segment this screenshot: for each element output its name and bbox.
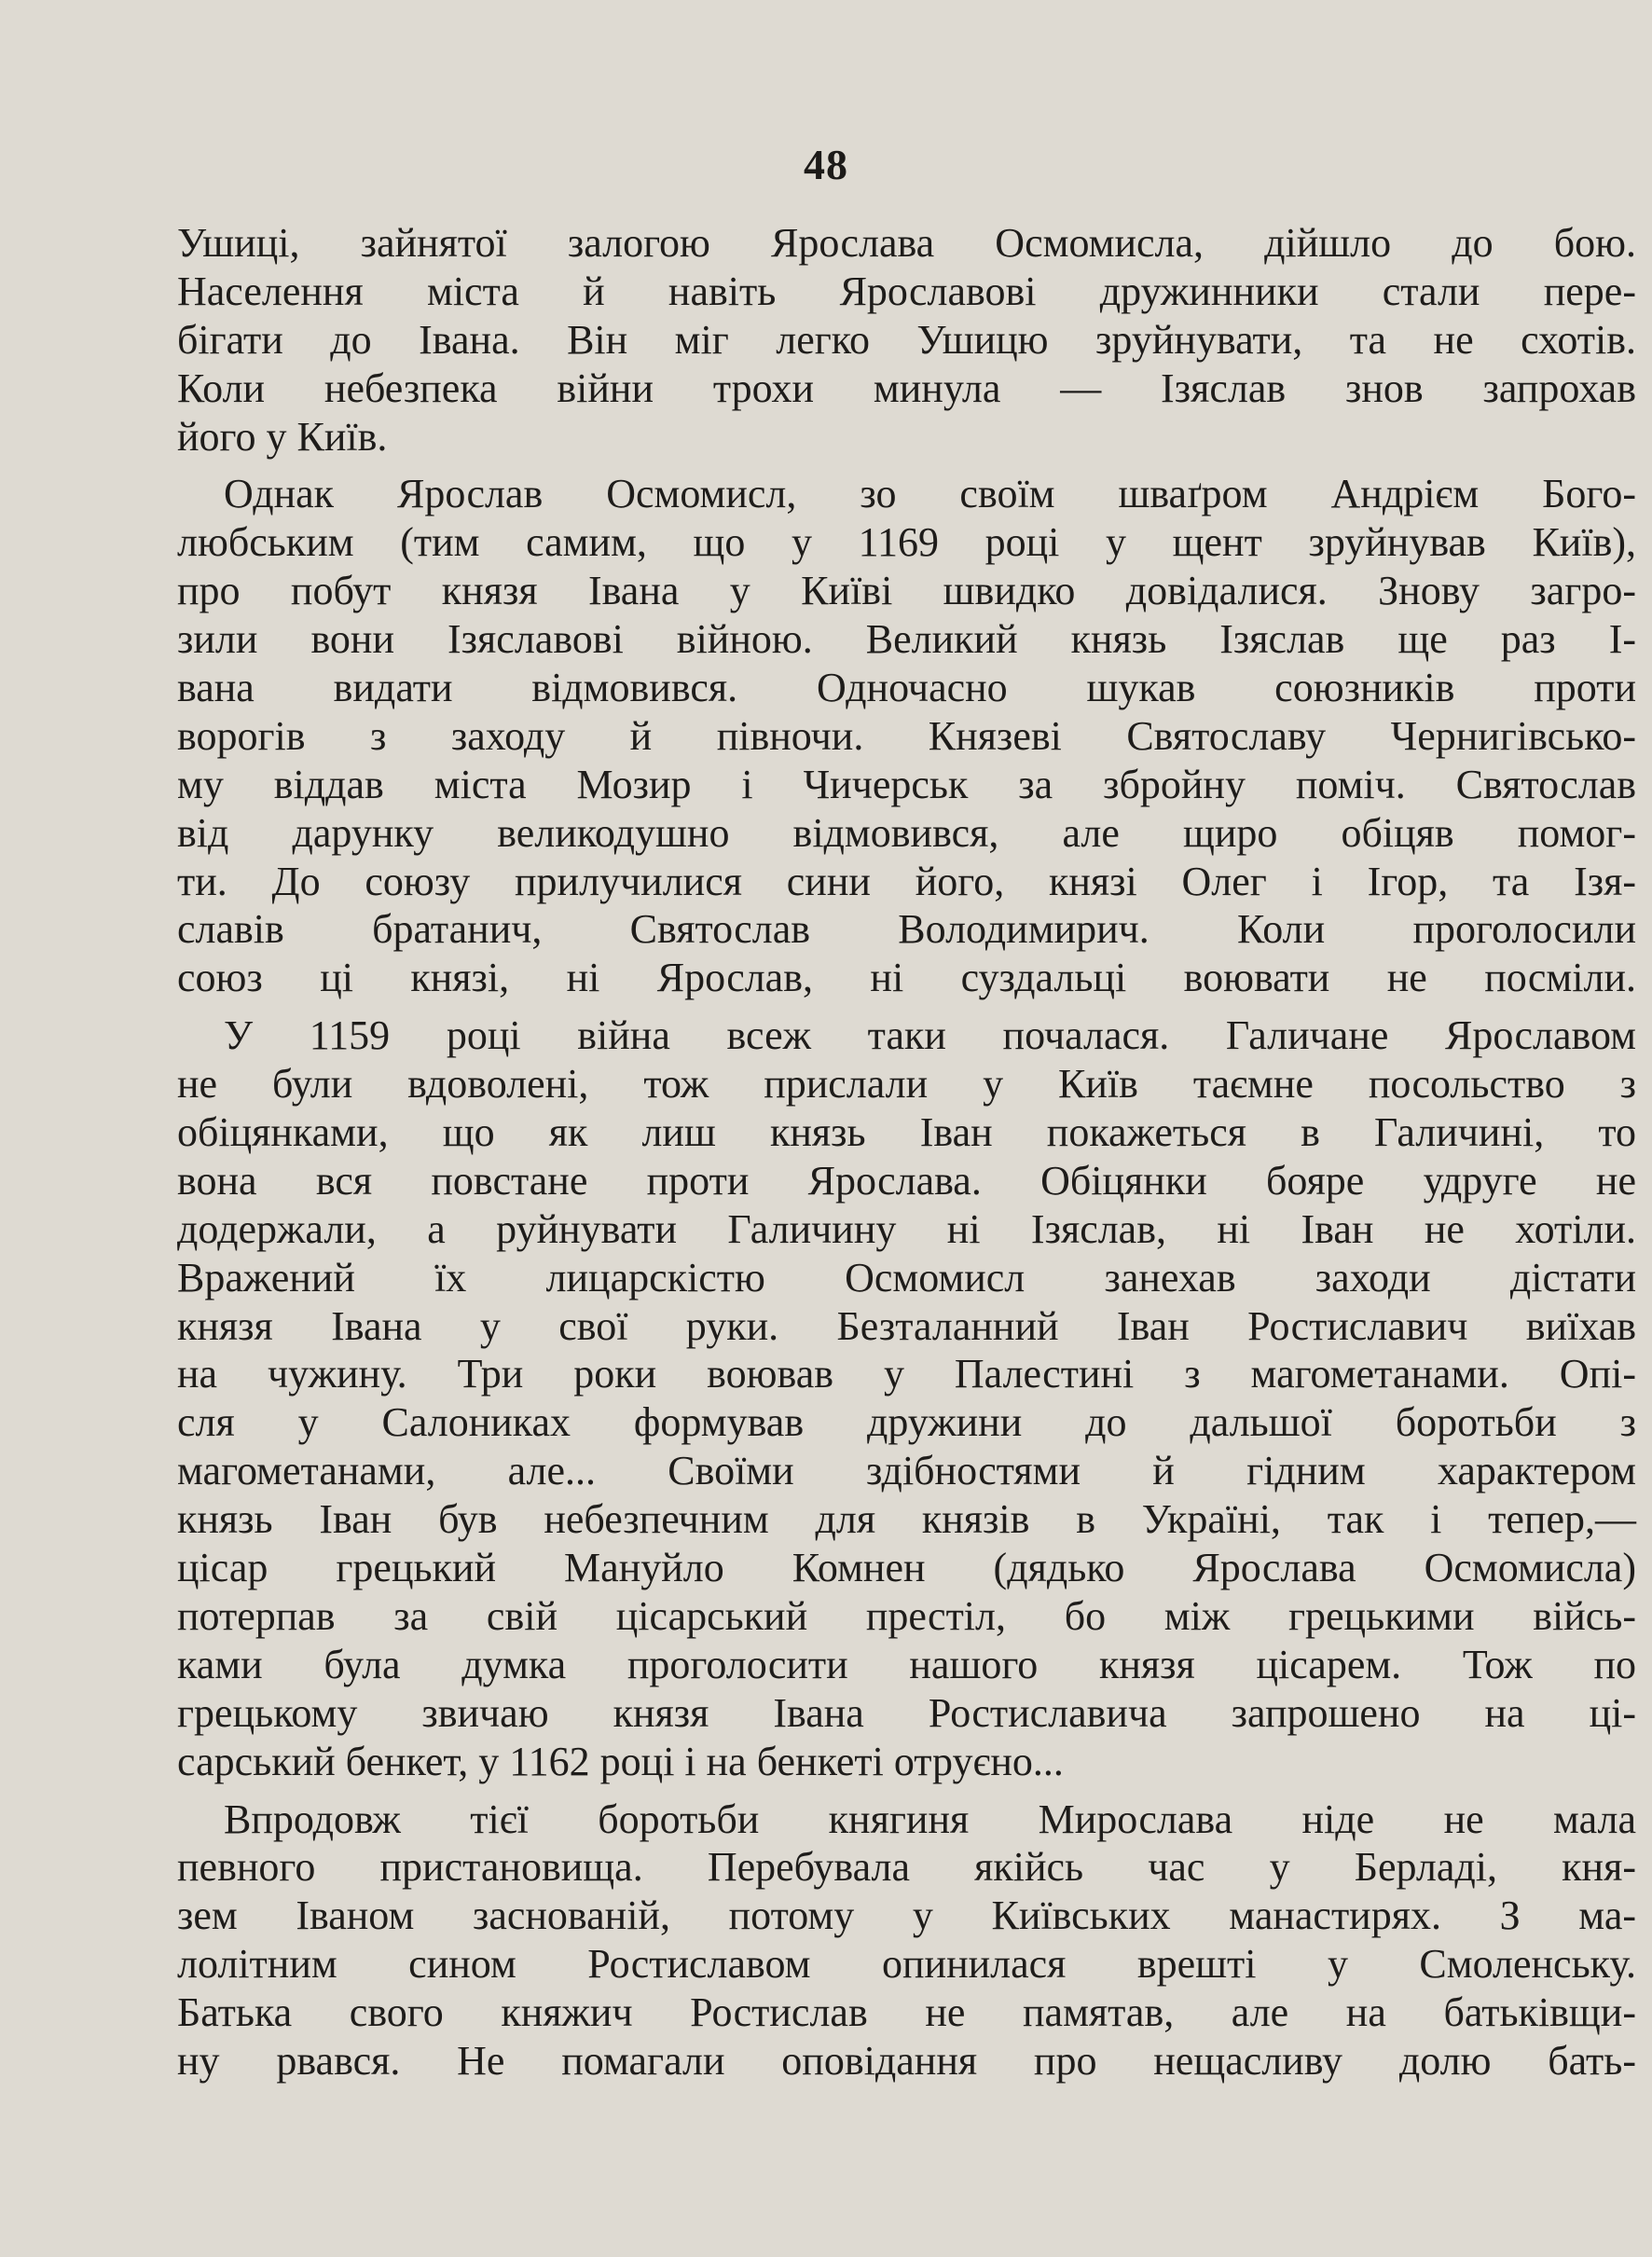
text-line: сарський бенкет, у 1162 році і на бенкеті отруєно...: [177, 1738, 1064, 1784]
text-line: ворогів з заходу й півночи. Князеві Святославу Чернигівсько-: [177, 712, 1636, 759]
text-line: союз ці князі, ні Ярослав, ні суздальці воювати не посміли.: [177, 955, 1636, 1001]
text-line: любським (тим самим, що у 1169 році у щент зруйнував Київ),: [177, 519, 1636, 566]
paragraph: [177, 1796, 1636, 2085]
body-text: [177, 219, 1636, 2095]
text-line: Батька свого княжич Ростислав не памятав, але на батьківщи-: [177, 1989, 1636, 2036]
text-line: не були вдоволені, тож прислали у Київ таємне посольство з: [177, 1061, 1636, 1108]
text-line: зили вони Ізяславові війною. Великий князь Ізяслав ще раз І-: [177, 616, 1636, 663]
page-number: 48: [804, 141, 848, 188]
text-line: Населення міста й навіть Ярославові дружинники стали пере-: [177, 268, 1636, 314]
text-line: його у Київ.: [177, 413, 388, 460]
text-line: цісар грецький Мануйло Комнен (дядько Ярослава Осмомисла): [177, 1545, 1636, 1591]
text-line: Однак Ярослав Осмомисл, зо своїм шваґром Андрієм Бого-: [224, 471, 1636, 517]
text-line: від дарунку великодушно відмовився, але щиро обіцяв помог-: [177, 809, 1636, 856]
text-line: додержали, а руйнувати Галичину ні Ізяслав, ні Іван не хотіли.: [177, 1205, 1636, 1252]
text-line: князя Івана у свої руки. Безталанний Іван Ростиславич виїхав: [177, 1302, 1636, 1349]
text-line: вана видати відмовився. Одночасно шукав союзників проти: [177, 665, 1636, 711]
text-line: сля у Салониках формував дружини до дальшої боротьби з: [177, 1399, 1636, 1446]
paragraph: [177, 219, 1636, 461]
text-line: про побут князя Івана у Київі швидко довідалися. Знову загро-: [177, 568, 1636, 614]
text-line: ну рвався. Не помагали оповідання про нещасливу долю бать-: [177, 2037, 1636, 2084]
text-line: Коли небезпека війни трохи минула — Ізяслав знов запрохав: [177, 365, 1636, 411]
text-line: бігати до Івана. Він міг легко Ушицю зруйнувати, та не схотів.: [177, 316, 1636, 363]
text-line: магометанами, але... Своїми здібностями й гідним характером: [177, 1448, 1636, 1494]
text-line: грецькому звичаю князя Івана Ростиславича запрошено на ці-: [177, 1689, 1636, 1736]
text-line: Впродовж тієї боротьби княгиня Мирослава ніде не мала: [224, 1796, 1636, 1842]
text-line: Вражений їх лицарскістю Осмомисл занехав заходи дістати: [177, 1254, 1636, 1301]
text-line: обіцянками, що як лиш князь Іван покажеться в Галичині, то: [177, 1109, 1636, 1156]
text-line: князь Іван був небезпечним для князів в Україні, так і тепер,—: [177, 1496, 1636, 1543]
text-line: ками була думка проголосити нашого князя цісарем. Тож по: [177, 1641, 1636, 1687]
paragraph: [177, 470, 1636, 1002]
paragraph: [177, 1012, 1636, 1785]
text-line: ти. До союзу прилучилися сини його, князі Олег і Ігор, та Ізя-: [177, 858, 1636, 904]
text-line: славів братанич, Святослав Володимирич. Коли проголосили: [177, 906, 1636, 953]
text-line: зем Іваном заснованій, потому у Київських манастирях. З ма-: [177, 1892, 1636, 1939]
text-line: певного пристановища. Перебувала якійсь час у Берладі, кня-: [177, 1844, 1636, 1891]
text-line: му віддав міста Мозир і Чичерськ за збройну поміч. Святослав: [177, 761, 1636, 807]
text-line: вона вся повстане проти Ярослава. Обіцянки бояре удруге не: [177, 1157, 1636, 1204]
text-line: на чужину. Три роки воював у Палестині з магометанами. Опі-: [177, 1351, 1636, 1397]
text-line: У 1159 році війна всеж таки почалася. Галичане Ярославом: [224, 1012, 1636, 1059]
text-line: Ушиці, зайнятої залогою Ярослава Осмомисла, дійшло до бою.: [177, 220, 1636, 266]
text-line: потерпав за свій цісарський престіл, бо між грецькими війсь-: [177, 1592, 1636, 1639]
text-line: лолітним сином Ростиславом опинилася врешті у Смоленську.: [177, 1941, 1636, 1988]
